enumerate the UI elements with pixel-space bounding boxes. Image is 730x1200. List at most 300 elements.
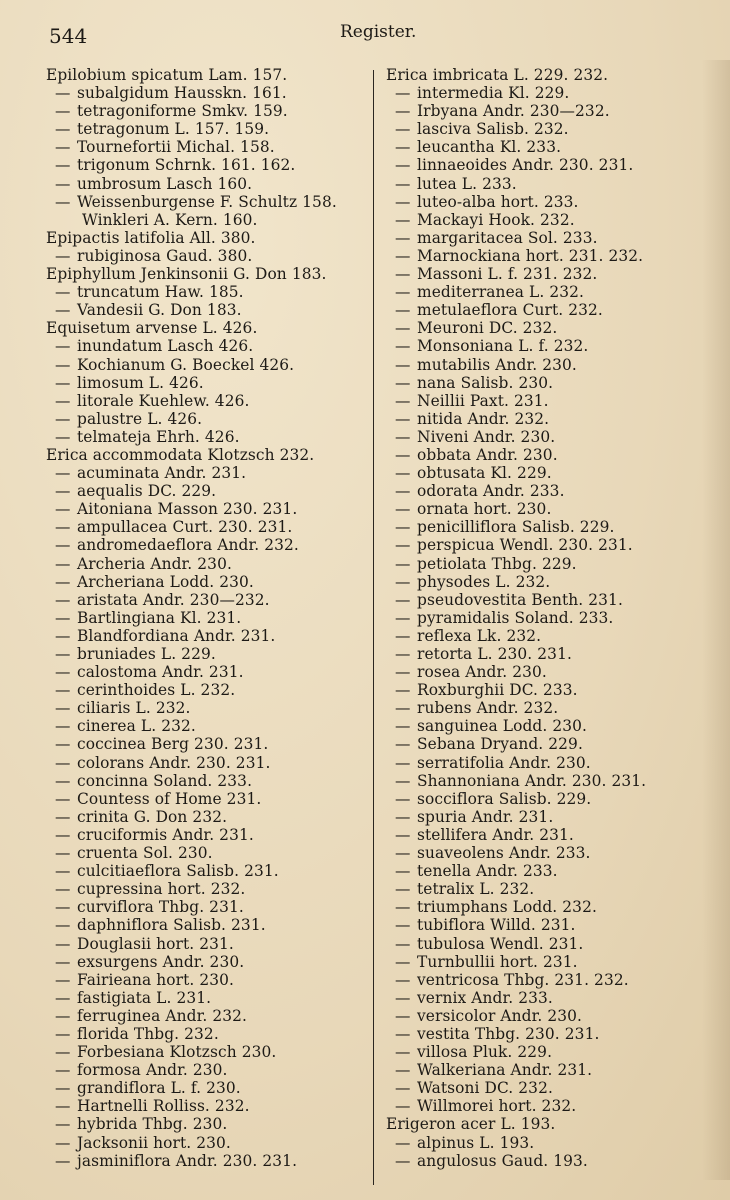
ditto-dash: — (55, 825, 71, 844)
running-title: Register. (340, 22, 417, 42)
index-entry (46, 428, 366, 446)
index-entry (386, 392, 716, 410)
entry-text: ventricosa Thbg. 231. 232. (417, 970, 629, 989)
index-entry (46, 1025, 366, 1043)
ditto-dash: — (395, 554, 411, 573)
ditto-dash: — (395, 102, 411, 121)
index-entry (386, 319, 716, 337)
index-entry (386, 1152, 716, 1170)
ditto-dash: — (395, 1151, 411, 1170)
entry-text: aequalis DC. 229. (77, 482, 217, 501)
ditto-dash: — (55, 1115, 71, 1134)
index-entry (46, 609, 366, 627)
entry-text: aristata Andr. 230—232. (77, 590, 270, 609)
entry-text: Weissenburgense F. Schultz 158. (77, 192, 337, 211)
ditto-dash: — (395, 1097, 411, 1116)
ditto-dash: — (395, 844, 411, 863)
entry-text: obtusata Kl. 229. (417, 464, 552, 483)
ditto-dash: — (55, 1006, 71, 1025)
entry-text: rubiginosa Gaud. 380. (77, 246, 253, 265)
ditto-dash: — (55, 844, 71, 863)
entry-text: metulaeflora Curt. 232. (417, 301, 603, 320)
entry-text: Neillii Paxt. 231. (417, 391, 549, 410)
ditto-dash: — (55, 283, 71, 302)
ditto-dash: — (395, 771, 411, 790)
page-header (0, 20, 730, 50)
entry-text: Mackayi Hook. 232. (417, 210, 575, 229)
index-entry (46, 808, 366, 826)
entry-text: cruciformis Andr. 231. (77, 825, 254, 844)
entry-text: mutabilis Andr. 230. (417, 355, 577, 374)
index-entry (386, 989, 716, 1007)
ditto-dash: — (395, 156, 411, 175)
ditto-dash: — (395, 192, 411, 211)
ditto-dash: — (395, 952, 411, 971)
ditto-dash: — (395, 228, 411, 247)
ditto-dash: — (55, 735, 71, 754)
ditto-dash: — (55, 120, 71, 139)
entry-text: Erica accommodata Klotzsch 232. (46, 445, 315, 464)
ditto-dash: — (395, 916, 411, 935)
index-entry (386, 1043, 716, 1061)
entry-text: coccinea Berg 230. 231. (77, 735, 269, 754)
entry-text: cupressina hort. 232. (77, 880, 246, 899)
entry-text: acuminata Andr. 231. (77, 464, 247, 483)
ditto-dash: — (55, 699, 71, 718)
ditto-dash: — (395, 735, 411, 754)
ditto-dash: — (395, 265, 411, 284)
entry-text: Massoni L. f. 231. 232. (417, 265, 598, 284)
index-entry (386, 536, 716, 554)
entry-text: linnaeoides Andr. 230. 231. (417, 156, 634, 175)
entry-text: tubiflora Willd. 231. (417, 916, 576, 935)
ditto-dash: — (395, 500, 411, 519)
index-entry (386, 971, 716, 989)
index-entry (386, 374, 716, 392)
entry-text: petiolata Thbg. 229. (417, 554, 577, 573)
ditto-dash: — (395, 445, 411, 464)
index-entry (46, 1007, 366, 1025)
index-entry (46, 156, 366, 174)
index-entry (386, 446, 716, 464)
entry-text: leucantha Kl. 233. (417, 138, 562, 157)
index-entry (386, 735, 716, 753)
index-entry (46, 681, 366, 699)
entry-text: sanguinea Lodd. 230. (417, 717, 588, 736)
ditto-dash: — (55, 192, 71, 211)
entry-text: penicilliflora Salisb. 229. (417, 518, 615, 537)
entry-text: Forbesiana Klotzsch 230. (77, 1043, 277, 1062)
entry-text: cinerea L. 232. (77, 717, 196, 736)
index-entry (46, 717, 366, 735)
entry-text: fastigiata L. 231. (77, 988, 212, 1007)
ditto-dash: — (395, 1079, 411, 1098)
entry-text: curviflora Thbg. 231. (77, 898, 244, 917)
entry-text: lutea L. 233. (417, 174, 517, 193)
entry-text: alpinus L. 193. (417, 1133, 535, 1152)
entry-text: odorata Andr. 233. (417, 482, 565, 501)
entry-text: mediterranea L. 232. (417, 283, 585, 302)
index-entry-heading (386, 66, 716, 84)
index-entry (386, 627, 716, 645)
index-entry (386, 808, 716, 826)
ditto-dash: — (395, 807, 411, 826)
entry-text: vestita Thbg. 230. 231. (417, 1024, 600, 1043)
ditto-dash: — (55, 464, 71, 483)
page-number: 544 (49, 24, 88, 48)
index-entry (46, 120, 366, 138)
entry-text: rosea Andr. 230. (417, 663, 547, 682)
index-entry (46, 482, 366, 500)
index-entry (386, 1025, 716, 1043)
index-entry (46, 555, 366, 573)
entry-text: umbrosum Lasch 160. (77, 174, 253, 193)
ditto-dash: — (395, 373, 411, 392)
entry-text: grandiflora L. f. 230. (77, 1079, 241, 1098)
index-entry (46, 935, 366, 953)
ditto-dash: — (395, 391, 411, 410)
entry-text: triumphans Lodd. 232. (417, 898, 597, 917)
ditto-dash: — (55, 301, 71, 320)
index-entry (386, 464, 716, 482)
ditto-dash: — (55, 862, 71, 881)
index-entry (386, 754, 716, 772)
ditto-dash: — (395, 319, 411, 338)
ditto-dash: — (395, 898, 411, 917)
ditto-dash: — (395, 120, 411, 139)
ditto-dash: — (395, 536, 411, 555)
entry-text: Monsoniana L. f. 232. (417, 337, 589, 356)
entry-text: Douglasii hort. 231. (77, 934, 234, 953)
entry-text: serratifolia Andr. 230. (417, 753, 591, 772)
entry-text: exsurgens Andr. 230. (77, 952, 245, 971)
index-entry (386, 717, 716, 735)
index-entry (386, 500, 716, 518)
ditto-dash: — (395, 789, 411, 808)
entry-text: Shannoniana Andr. 230. 231. (417, 771, 647, 790)
index-entry (46, 464, 366, 482)
ditto-dash: — (395, 427, 411, 446)
ditto-dash: — (395, 409, 411, 428)
entry-text: Irbyana Andr. 230—232. (417, 102, 610, 121)
entry-text: Meuroni DC. 232. (417, 319, 558, 338)
index-entry (386, 953, 716, 971)
index-entry (46, 536, 366, 554)
index-entry (46, 663, 366, 681)
entry-text: reflexa Lk. 232. (417, 626, 542, 645)
entry-text: intermedia Kl. 229. (417, 84, 570, 103)
ditto-dash: — (55, 916, 71, 935)
entry-text: limosum L. 426. (77, 373, 204, 392)
ditto-dash: — (55, 988, 71, 1007)
index-entry (46, 1097, 366, 1115)
ditto-dash: — (395, 355, 411, 374)
entry-text: rubens Andr. 232. (417, 699, 559, 718)
index-entry (386, 410, 716, 428)
index-entry (386, 193, 716, 211)
ditto-dash: — (395, 699, 411, 718)
entry-text: culcitiaeflora Salisb. 231. (77, 862, 279, 881)
ditto-dash: — (55, 482, 71, 501)
index-entry (46, 735, 366, 753)
ditto-dash: — (55, 337, 71, 356)
index-entry (386, 591, 716, 609)
index-entry (386, 301, 716, 319)
index-entry (386, 337, 716, 355)
index-entry (386, 826, 716, 844)
entry-text: hybrida Thbg. 230. (77, 1115, 228, 1134)
entry-text: socciflora Salisb. 229. (417, 789, 592, 808)
ditto-dash: — (395, 608, 411, 627)
index-entry (386, 772, 716, 790)
index-entry (386, 681, 716, 699)
index-entry (46, 989, 366, 1007)
index-entry (46, 627, 366, 645)
entry-text: pseudovestita Benth. 231. (417, 590, 623, 609)
index-entry (386, 229, 716, 247)
ditto-dash: — (55, 373, 71, 392)
ditto-dash: — (55, 427, 71, 446)
index-entry (46, 699, 366, 717)
index-entry (46, 971, 366, 989)
entry-text: truncatum Haw. 185. (77, 283, 244, 302)
entry-text: Jacksonii hort. 230. (77, 1133, 231, 1152)
ditto-dash: — (55, 608, 71, 627)
index-entry (46, 880, 366, 898)
ditto-dash: — (395, 1006, 411, 1025)
entry-text: Hartnelli Rolliss. 232. (77, 1097, 250, 1116)
index-entry (46, 356, 366, 374)
index-entry (386, 935, 716, 953)
index-entry (386, 283, 716, 301)
index-entry (46, 772, 366, 790)
entry-text: Kochianum G. Boeckel 426. (77, 355, 295, 374)
index-entry (386, 573, 716, 591)
index-entry (46, 102, 366, 120)
entry-text: Aitoniana Masson 230. 231. (77, 500, 298, 519)
index-entry-heading (46, 265, 366, 283)
index-entry (386, 428, 716, 446)
index-entry (386, 844, 716, 862)
index-entry (46, 301, 366, 319)
index-entry (386, 265, 716, 283)
entry-text: tenella Andr. 233. (417, 862, 558, 881)
index-column-left (46, 66, 366, 1170)
index-entry (46, 898, 366, 916)
ditto-dash: — (55, 554, 71, 573)
index-entry (46, 500, 366, 518)
index-entry (386, 84, 716, 102)
entry-text: Epilobium spicatum Lam. 157. (46, 66, 288, 84)
ditto-dash: — (55, 156, 71, 175)
index-entry (46, 374, 366, 392)
index-entry (386, 356, 716, 374)
entry-text: subalgidum Hausskn. 161. (77, 84, 287, 103)
entry-text: daphniflora Salisb. 231. (77, 916, 266, 935)
entry-text: Countess of Home 231. (77, 789, 262, 808)
index-entry (46, 337, 366, 355)
entry-text: Erica imbricata L. 229. 232. (386, 66, 609, 84)
entry-text: calostoma Andr. 231. (77, 663, 244, 682)
ditto-dash: — (55, 952, 71, 971)
ditto-dash: — (395, 138, 411, 157)
entry-text: bruniades L. 229. (77, 645, 216, 663)
index-entry-heading (46, 446, 366, 464)
ditto-dash: — (55, 771, 71, 790)
entry-text: Vandesii G. Don 183. (77, 301, 242, 320)
ditto-dash: — (55, 246, 71, 265)
entry-text: perspicua Wendl. 230. 231. (417, 536, 633, 555)
index-entry-heading (46, 319, 366, 337)
entry-text: Epipactis latifolia All. 380. (46, 228, 256, 247)
ditto-dash: — (395, 988, 411, 1007)
index-entry (46, 862, 366, 880)
entry-text: lasciva Salisb. 232. (417, 120, 569, 139)
index-entry (46, 193, 366, 211)
ditto-dash: — (395, 663, 411, 682)
entry-text: colorans Andr. 230. 231. (77, 753, 271, 772)
ditto-dash: — (395, 174, 411, 193)
entry-text: Sebana Dryand. 229. (417, 735, 583, 754)
index-entry (386, 175, 716, 193)
index-entry (46, 1134, 366, 1152)
entry-text: florida Thbg. 232. (77, 1024, 219, 1043)
entry-text: palustre L. 426. (77, 409, 203, 428)
entry-text: Tournefortii Michal. 158. (77, 138, 275, 157)
entry-text: cerinthoides L. 232. (77, 681, 236, 700)
ditto-dash: — (395, 1061, 411, 1080)
index-entry (46, 1043, 366, 1061)
entry-text: ornata hort. 230. (417, 500, 552, 519)
entry-text: Winkleri A. Kern. 160. (82, 210, 258, 229)
index-entry (46, 591, 366, 609)
ditto-dash: — (55, 409, 71, 428)
index-entry-heading (386, 1115, 716, 1133)
index-entry (46, 1061, 366, 1079)
entry-text: litorale Kuehlew. 426. (77, 391, 250, 410)
page-edge-shadow (702, 60, 730, 1180)
index-entry (386, 1134, 716, 1152)
index-entry (386, 1097, 716, 1115)
ditto-dash: — (55, 590, 71, 609)
ditto-dash: — (395, 934, 411, 953)
entry-text: concinna Soland. 233. (77, 771, 253, 790)
entry-text: Turnbullii hort. 231. (417, 952, 578, 971)
ditto-dash: — (395, 681, 411, 700)
ditto-dash: — (395, 862, 411, 881)
ditto-dash: — (395, 464, 411, 483)
ditto-dash: — (55, 645, 71, 663)
index-entry (46, 211, 366, 229)
index-entry (386, 120, 716, 138)
ditto-dash: — (55, 84, 71, 103)
entry-text: jasminiflora Andr. 230. 231. (77, 1151, 298, 1170)
ditto-dash: — (395, 626, 411, 645)
ditto-dash: — (55, 898, 71, 917)
entry-text: angulosus Gaud. 193. (417, 1151, 588, 1170)
entry-text: inundatum Lasch 426. (77, 337, 254, 356)
ditto-dash: — (395, 301, 411, 320)
ditto-dash: — (55, 1079, 71, 1098)
entry-text: Willmorei hort. 232. (417, 1097, 577, 1116)
ditto-dash: — (55, 717, 71, 736)
index-entry (386, 518, 716, 536)
index-entry (386, 156, 716, 174)
index-entry (386, 247, 716, 265)
ditto-dash: — (55, 138, 71, 157)
index-entry (46, 392, 366, 410)
index-entry (386, 609, 716, 627)
ditto-dash: — (55, 1133, 71, 1152)
entry-text: Erigeron acer L. 193. (386, 1115, 556, 1134)
entry-text: pyramidalis Soland. 233. (417, 608, 614, 627)
entry-text: tubulosa Wendl. 231. (417, 934, 584, 953)
index-entry (46, 645, 366, 663)
ditto-dash: — (55, 572, 71, 591)
index-entry (46, 790, 366, 808)
index-entry (386, 102, 716, 120)
ditto-dash: — (395, 645, 411, 663)
entry-text: Equisetum arvense L. 426. (46, 319, 258, 338)
ditto-dash: — (395, 246, 411, 265)
index-entry (46, 1152, 366, 1170)
index-entry (46, 754, 366, 772)
entry-text: tetragonum L. 157. 159. (77, 120, 270, 139)
entry-text: cruenta Sol. 230. (77, 844, 213, 863)
ditto-dash: — (395, 717, 411, 736)
entry-text: Archeriana Lodd. 230. (77, 572, 254, 591)
ditto-dash: — (395, 1043, 411, 1062)
entry-text: trigonum Schrnk. 161. 162. (77, 156, 296, 175)
index-entry (46, 283, 366, 301)
entry-text: villosa Pluk. 229. (417, 1043, 553, 1062)
ditto-dash: — (395, 825, 411, 844)
index-entry (46, 953, 366, 971)
entry-text: ferruginea Andr. 232. (77, 1006, 247, 1025)
index-entry (386, 1061, 716, 1079)
entry-text: Fairieana hort. 230. (77, 970, 235, 989)
entry-text: ciliaris L. 232. (77, 699, 191, 718)
ditto-dash: — (55, 880, 71, 899)
index-entry (386, 555, 716, 573)
entry-text: Roxburghii DC. 233. (417, 681, 578, 700)
ditto-dash: — (55, 663, 71, 682)
index-entry (46, 916, 366, 934)
index-entry (386, 916, 716, 934)
entry-text: retorta L. 230. 231. (417, 645, 572, 663)
entry-text: luteo-alba hort. 233. (417, 192, 579, 211)
ditto-dash: — (55, 1097, 71, 1116)
ditto-dash: — (395, 753, 411, 772)
entry-text: Archeria Andr. 230. (77, 554, 232, 573)
index-entry (386, 1007, 716, 1025)
entry-text: margaritacea Sol. 233. (417, 228, 598, 247)
entry-text: Marnockiana hort. 231. 232. (417, 246, 644, 265)
entry-text: tetragoniforme Smkv. 159. (77, 102, 288, 121)
index-entry (386, 211, 716, 229)
ditto-dash: — (55, 1043, 71, 1062)
column-divider (373, 70, 374, 1185)
index-entry-heading (46, 229, 366, 247)
ditto-dash: — (395, 283, 411, 302)
entry-text: vernix Andr. 233. (417, 988, 553, 1007)
entry-text: crinita G. Don 232. (77, 807, 228, 826)
index-entry (46, 410, 366, 428)
ditto-dash: — (395, 970, 411, 989)
index-column-right (386, 66, 716, 1170)
ditto-dash: — (55, 807, 71, 826)
index-entry (386, 880, 716, 898)
